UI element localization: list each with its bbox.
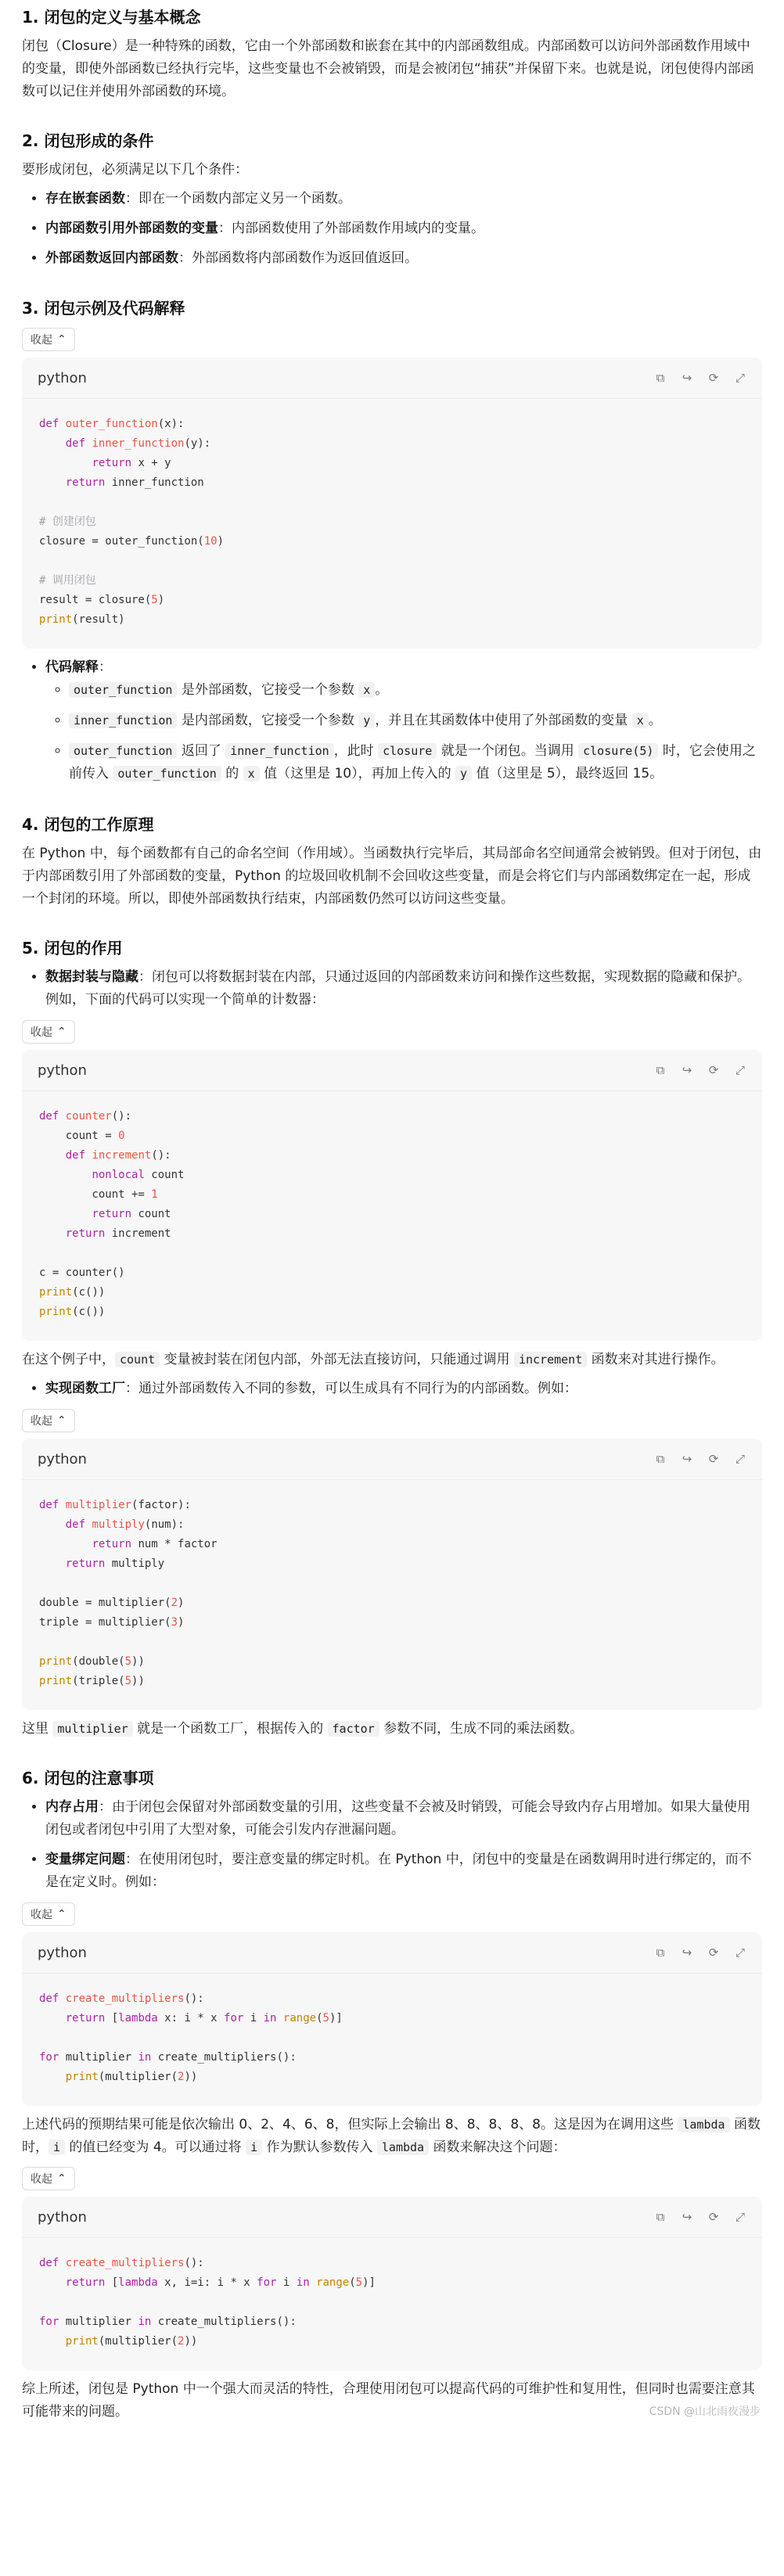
list-item: • 实现函数工厂：通过外部函数传入不同的参数，可以生成具有不同行为的内部函数。例如：: [45, 1378, 762, 1400]
insert-icon[interactable]: ↪: [682, 1063, 692, 1077]
copy-icon[interactable]: ⧉: [656, 2210, 665, 2224]
conclusion: 综上所述，闭包是 Python 中一个强大而灵活的特性，合理使用闭包可以提高代码的可维护性和复用性，但同时也需要注意其可能带来的问题。: [22, 2381, 755, 2420]
expand-icon[interactable]: ⤢: [735, 1063, 745, 1077]
insert-icon[interactable]: ↪: [682, 371, 692, 385]
code-block: [22, 1439, 762, 1710]
copy-icon[interactable]: ⧉: [656, 371, 665, 385]
section-title: 5. 闭包的作用: [22, 939, 123, 957]
chevron-up-icon: ⌃: [57, 1026, 67, 1038]
paragraph: 要形成闭包，必须满足以下几个条件：: [22, 162, 248, 178]
paragraph: 闭包（Closure）是一种特殊的函数，它由一个外部函数和嵌套在其中的内部函数组成。内部函数可以访问外部函数作用域中的变量，即使外部函数已经执行完毕，这些变量也不会被销毁，而是会被闭包“捕获”并保留下来。也就是说，闭包使得内部函数可以记住并使用外部函数的环境。: [22, 38, 754, 99]
run-icon[interactable]: ⟳: [708, 2210, 719, 2224]
list-item: ◦ inner_function 是内部函数，它接受一个参数 y ，并且在其函数体中使用了外部函数的变量 x 。: [69, 710, 762, 732]
run-icon[interactable]: ⟳: [708, 1452, 719, 1466]
list-item: ◦ outer_function 是外部函数，它接受一个参数 x 。: [69, 679, 762, 702]
list-item: • 变量绑定问题：在使用闭包时，要注意变量的绑定时机。在 Python 中，闭包中的变量是在函数调用时进行绑定的，而不是在定义时。例如：: [45, 1848, 762, 1894]
run-icon[interactable]: ⟳: [708, 371, 719, 385]
copy-icon[interactable]: ⧉: [656, 1452, 665, 1466]
list-item: • 内部函数引用外部函数的变量：内部函数使用了外部函数作用域内的变量。: [45, 217, 762, 240]
code-language: python: [38, 1450, 87, 1468]
expand-icon[interactable]: ⤢: [735, 371, 745, 385]
section-title: 2. 闭包形成的条件: [22, 131, 154, 150]
list-item: • 数据封装与隐藏：闭包可以将数据封装在内部，只通过返回的内部函数来访问和操作这些数据，实现数据的隐藏和保护。例如，下面的代码可以实现一个简单的计数器：: [45, 966, 762, 1011]
copy-icon[interactable]: ⧉: [656, 1063, 665, 1077]
code-content: def outer_function(x): def inner_function(y): return x + y return inner_function # 创建闭包 closure = outer_function(10) # 调用闭包 result = closure(5) print(result): [39, 418, 225, 626]
insert-icon[interactable]: ↪: [682, 1945, 692, 1960]
expand-icon[interactable]: ⤢: [735, 1452, 745, 1466]
copy-icon[interactable]: ⧉: [656, 1945, 665, 1960]
caution-list: [22, 1796, 762, 1894]
insert-icon[interactable]: ↪: [682, 2210, 692, 2224]
expand-icon[interactable]: ⤢: [735, 1945, 745, 1960]
section-title: 4. 闭包的工作原理: [22, 815, 154, 834]
chevron-up-icon: ⌃: [57, 1414, 67, 1427]
code-block: [22, 1932, 762, 2106]
code-language: python: [38, 1062, 87, 1079]
code-content: def counter(): count = 0 def increment(): nonlocal count count += 1 return count return increment c = counter() print(c()) print(c()): [39, 1110, 185, 1318]
list-item: • 存在嵌套函数：即在一个函数内部定义另一个函数。: [45, 188, 762, 210]
code-content: def create_multipliers(): return [lambda x: i * x for i in range(5)] for multiplier in create_multipliers(): print(multiplier(2)): [39, 1992, 343, 2083]
list-item: • 内存占用：由于闭包会保留对外部函数变量的引用，这些变量不会被及时销毁，可能会导致内存占用增加。如果大量使用闭包或者闭包中引用了大型对象，可能会引发内存泄漏问题。: [45, 1796, 762, 1841]
run-icon[interactable]: ⟳: [708, 1063, 719, 1077]
code-block: [22, 1050, 762, 1341]
paragraph: 在这个例子中， count 变量被封装在闭包内部，外部无法直接访问，只能通过调用 increment 函数来对其进行操作。: [22, 1352, 725, 1367]
usage-list: [22, 1378, 762, 1400]
code-language: python: [38, 369, 87, 386]
paragraph: 在 Python 中，每个函数都有自己的命名空间（作用域）。当函数执行完毕后，其局部命名空间通常会被销毁。但对于闭包，由于内部函数引用了外部函数的变量，Python 的垃圾回收机制不会回收这些变量，而是会将它们与内部函数绑定在一起，形成一个封闭的环境。所以，即使外部函数执行结束，内部函数仍然可以访问这些变量。: [22, 846, 762, 907]
list-item: • 外部函数返回内部函数：外部函数将内部函数作为返回值返回。: [45, 247, 762, 270]
chevron-up-icon: ⌃: [57, 2172, 67, 2185]
usage-list: [22, 966, 762, 1011]
section-title: 6. 闭包的注意事项: [22, 1769, 154, 1787]
code-block: [22, 2197, 762, 2370]
collapse-button[interactable]: 收起 ⌃: [22, 328, 75, 351]
watermark: CSDN @山北雨夜漫步: [649, 2405, 761, 2418]
paragraph: 这里 multiplier 就是一个函数工厂，根据传入的 factor 参数不同，生成不同的乘法函数。: [22, 1721, 584, 1737]
section-title: 3. 闭包示例及代码解释: [22, 299, 185, 318]
paragraph: 上述代码的预期结果可能是依次输出 0、2、4、6、8，但实际上会输出 8、8、8、8、8。这是因为在调用这些 lambda 函数时， i 的值已经变为 4。可以通过将 i 作为默认参数传入 lambda 函数来解决这个问题：: [22, 2117, 761, 2155]
run-icon[interactable]: ⟳: [708, 1945, 719, 1960]
collapse-button[interactable]: 收起 ⌃: [22, 2167, 75, 2190]
code-content: def create_multipliers(): return [lambda x, i=i: i * x for i in range(5)] for multiplier in create_multipliers(): print(multiplier(2)): [39, 2257, 376, 2348]
list-item: • 代码解释： ◦ outer_function 是外部函数，它接受一个参数 x 。 ◦ inner_function 是内部函数，它接受一个参数 y ，并且在其函数体中使用了外部函数的变量 x 。 ◦ outer_function 返回了 inner_function ，此时 closure 就是一个闭包。当调用 closure(5) 时，它会使用之前传入 outer_function 的 x 值（这里是 10），再加上传入的 y 值（这里是 5），最终返回 15。: [45, 656, 762, 785]
collapse-button[interactable]: 收起 ⌃: [22, 1020, 75, 1044]
collapse-button[interactable]: 收起 ⌃: [22, 1409, 75, 1432]
explanation-list: [22, 656, 762, 785]
chevron-up-icon: ⌃: [57, 1908, 67, 1920]
code-block: [22, 357, 762, 648]
condition-list: [22, 188, 762, 270]
expand-icon[interactable]: ⤢: [735, 2210, 745, 2224]
insert-icon[interactable]: ↪: [682, 1452, 692, 1466]
chevron-up-icon: ⌃: [57, 333, 67, 346]
code-language: python: [38, 1944, 87, 1961]
list-item: ◦ outer_function 返回了 inner_function ，此时 closure 就是一个闭包。当调用 closure(5) 时，它会使用之前传入 outer_function 的 x 值（这里是 10），再加上传入的 y 值（这里是 5），最终返回 15。: [69, 740, 762, 785]
code-language: python: [38, 2208, 87, 2226]
collapse-button[interactable]: 收起 ⌃: [22, 1902, 75, 1926]
section-title: 1. 闭包的定义与基本概念: [22, 8, 201, 27]
code-content: def multiplier(factor): def multiply(num): return num * factor return multiply double = multiplier(2) triple = multiplier(3) print(double(5)) print(triple(5)): [39, 1499, 218, 1687]
